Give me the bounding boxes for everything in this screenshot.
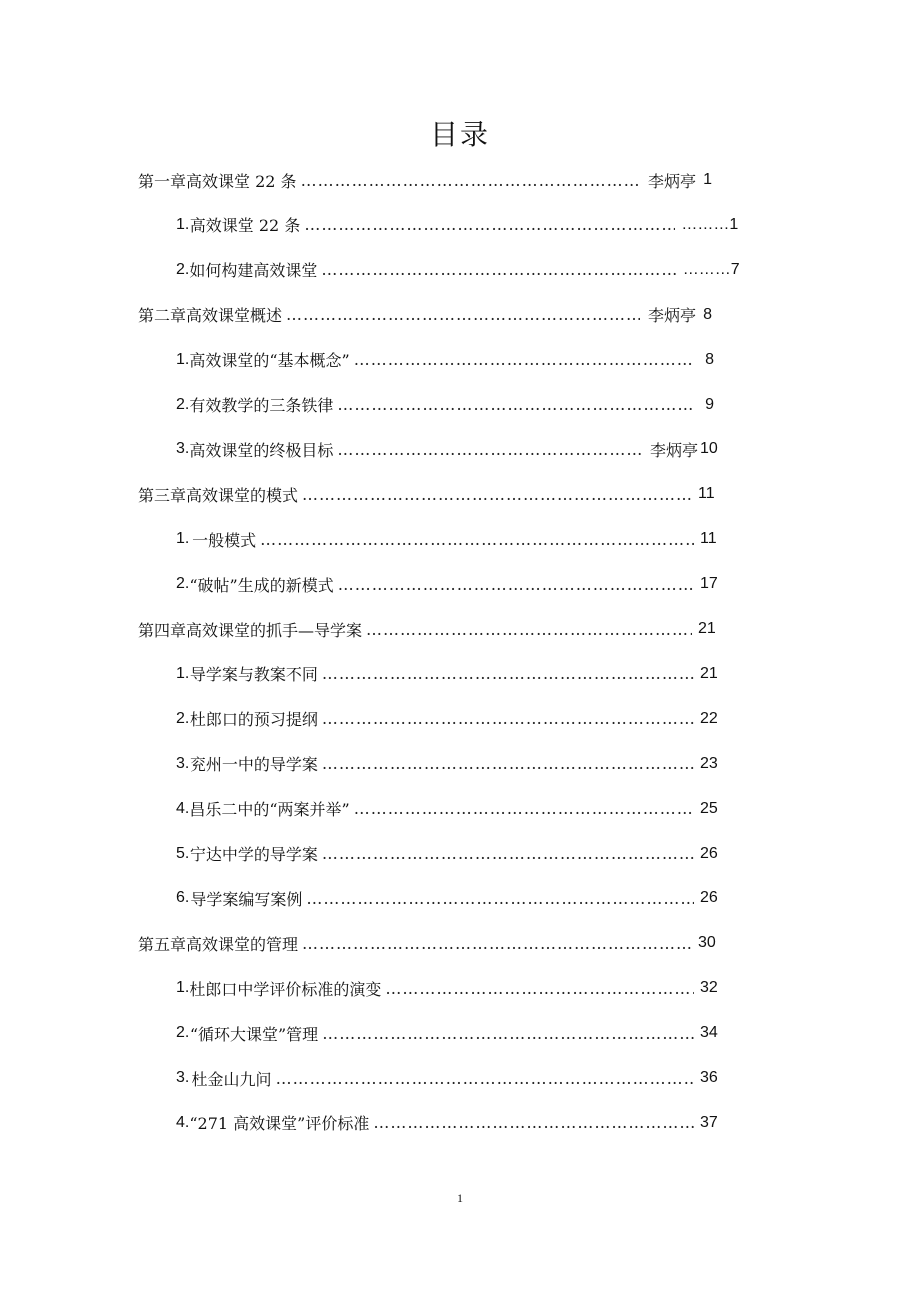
entry-page-number: 23 (700, 754, 718, 772)
toc-section-entry[interactable] (176, 429, 718, 469)
section-number: 4. (176, 799, 190, 817)
section-number: 1. (176, 979, 190, 997)
chapter-number: 第三章 (138, 485, 187, 505)
entry-page-number: 22 (700, 709, 718, 727)
toc-section-entry[interactable] (176, 205, 739, 245)
chapter-number: 第一章 (138, 171, 187, 191)
dot-leader (301, 171, 640, 190)
section-number: 4. (176, 1113, 190, 1131)
toc-section-entry[interactable] (176, 1013, 718, 1053)
dot-leader (373, 1113, 694, 1132)
toc-section-entry[interactable] (176, 519, 717, 559)
entry-title: 高效课堂概述 (186, 306, 283, 326)
entry-title: 高效课堂的管理 (186, 934, 299, 954)
toc-section-entry[interactable] (176, 789, 718, 829)
dot-leader (302, 485, 692, 504)
entry-page-number: 21 (700, 664, 718, 682)
toc-chapter-entry[interactable] (138, 474, 715, 514)
toc-section-entry[interactable] (176, 878, 718, 918)
entry-title: “循环大课堂”管理 (189, 1024, 319, 1044)
entry-page-number: 1 (703, 171, 712, 188)
entry-author: 李炳亭 (647, 171, 696, 191)
dot-leader (304, 215, 675, 234)
entry-title: 高效课堂的“基本概念” (189, 351, 350, 371)
section-number: 2. (176, 709, 190, 727)
entry-title: 高效课堂的终极目标 (189, 440, 334, 460)
toc-chapter-entry[interactable] (138, 923, 716, 963)
dot-leader (354, 350, 694, 369)
dot-leader (306, 889, 694, 908)
entry-page-number: 32 (700, 979, 718, 997)
section-number: 3. (176, 440, 190, 458)
toc-section-entry[interactable] (176, 564, 718, 604)
toc-section-entry[interactable] (176, 1058, 718, 1098)
dot-leader (322, 754, 694, 773)
entry-page-number: 11 (700, 530, 717, 548)
page-number: 1 (457, 1191, 463, 1205)
entry-title: 高效课堂的模式 (186, 485, 299, 505)
section-number: 3. (176, 754, 190, 772)
entry-title: 高效课堂 22 条 (189, 216, 301, 236)
dot-leader (385, 979, 694, 998)
chapter-number: 第四章 (138, 620, 187, 640)
entry-page-number: 8 (705, 350, 714, 368)
entry-page-number: 21 (698, 620, 716, 637)
entry-title: 高效课堂的抓手—导学案 (186, 620, 363, 640)
toc-chapter-entry[interactable] (138, 609, 716, 649)
entry-page-number: 37 (700, 1113, 718, 1131)
entry-page-number: 25 (700, 799, 718, 817)
section-number: 2. (176, 395, 190, 413)
entry-title: 一般模式 (192, 530, 257, 550)
entry-title: “破帖”生成的新模式 (189, 575, 334, 595)
chapter-number: 第五章 (138, 934, 187, 954)
entry-title: 有效教学的三条铁律 (189, 396, 334, 415)
entry-title: 杜郎口的预习提纲 (189, 710, 318, 730)
section-number: 2. (176, 260, 190, 278)
section-number: 5. (176, 844, 190, 862)
entry-page-number: 9 (705, 395, 714, 413)
toc-section-entry[interactable] (176, 744, 718, 784)
entry-page-number: ………1 (681, 215, 739, 233)
dot-leader (322, 709, 694, 728)
section-number: 1. (176, 530, 190, 548)
entry-page-number: 30 (698, 934, 716, 952)
dot-leader (322, 1024, 694, 1043)
entry-title: 导学案与教案不同 (189, 665, 318, 685)
dot-leader (322, 844, 694, 863)
entry-title: 昌乐二中的“两案并举” (189, 800, 350, 820)
section-number: 2. (176, 575, 190, 593)
dot-leader (337, 440, 642, 459)
dot-leader (337, 395, 694, 414)
entry-page-number: 8 (703, 305, 712, 323)
entry-title: 兖州一中的导学案 (189, 755, 318, 775)
toc-section-entry[interactable] (176, 385, 714, 425)
entry-page-number: 34 (700, 1024, 718, 1042)
entry-title: 杜郎口中学评价标准的演变 (189, 979, 382, 999)
chapter-number: 第二章 (138, 306, 187, 326)
entry-page-number: ………7 (682, 260, 740, 278)
toc-chapter-entry[interactable] (138, 160, 712, 200)
dot-leader (354, 799, 694, 818)
dot-leader (322, 664, 694, 683)
dot-leader (366, 620, 692, 639)
toc-section-entry[interactable] (176, 250, 740, 290)
toc-title: 目录 (429, 118, 490, 151)
entry-title: “271 高效课堂”评价标准 (189, 1114, 370, 1134)
toc-section-entry[interactable] (176, 340, 714, 380)
entry-page-number: 26 (700, 889, 718, 907)
section-number: 1. (176, 215, 190, 233)
toc-chapter-entry[interactable] (138, 295, 712, 335)
dot-leader (321, 260, 676, 279)
toc-section-entry[interactable] (176, 968, 718, 1008)
dot-leader (276, 1069, 694, 1088)
entry-title: 如何构建高效课堂 (189, 261, 318, 281)
dot-leader (286, 305, 640, 324)
entry-title: 导学案编写案例 (190, 889, 303, 909)
entry-title: 宁达中学的导学案 (189, 845, 318, 864)
toc-section-entry[interactable] (176, 699, 718, 739)
dot-leader (260, 530, 694, 549)
section-number: 6. (176, 889, 190, 907)
section-number: 3. (176, 1069, 190, 1086)
section-number: 1. (176, 664, 190, 682)
toc-section-entry[interactable] (176, 834, 718, 874)
entry-page-number: 36 (700, 1069, 718, 1086)
entry-page-number: 17 (700, 575, 718, 593)
dot-leader (302, 934, 692, 953)
toc-section-entry[interactable] (176, 654, 718, 694)
entry-page-number: 26 (700, 844, 718, 862)
entry-page-number: 10 (700, 440, 718, 458)
entry-author: 李炳亭 (649, 440, 698, 460)
entry-title: 高效课堂 22 条 (186, 171, 297, 191)
entry-author: 李炳亭 (647, 306, 696, 326)
dot-leader (338, 575, 694, 594)
section-number: 1. (176, 350, 190, 368)
toc-section-entry[interactable] (176, 1103, 718, 1143)
entry-page-number: 11 (698, 485, 715, 503)
entry-title: 杜金山九问 (191, 1069, 272, 1089)
section-number: 2. (176, 1024, 190, 1042)
